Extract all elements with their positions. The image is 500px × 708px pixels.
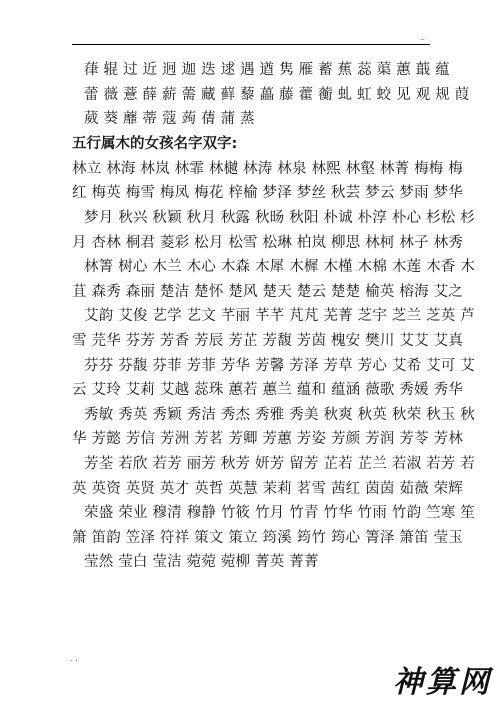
text-line: 秀敏 秀英 秀颖 秀洁 秀杰 秀雅 秀美 秋爽 秋英 秋荣 秋玉 秋 (84, 406, 475, 423)
text-line: 芬芬 芬馥 芬菲 芳菲 芳华 芳馨 芳泽 芳草 芳心 艾希 艾可 艾 (84, 357, 475, 374)
document-body (72, 58, 475, 575)
header-mark: .. (420, 33, 426, 42)
text-line: 林立 林海 林岚 林霏 林樾 林涛 林泉 林熙 林壑 林菁 梅梅 梅 (72, 160, 463, 177)
text-line: 雪 芫华 芬芳 芳香 芳辰 芳芷 芳馥 芳茵 槐安 樊川 艾艾 艾真 (72, 332, 463, 349)
text-line: 林箐 树心 木兰 木心 木森 木犀 木樨 木槿 木棉 木莲 木香 木 (84, 259, 475, 276)
section-heading: 五行属木的女孩名字双字: (72, 135, 238, 152)
text-line: 荣盛 荣业 穆清 穆静 竹筱 竹月 竹青 竹华 竹雨 竹韵 竺寒 笙 (84, 505, 475, 522)
site-logo: 神算网 (393, 665, 492, 700)
text-line: 箫 笛韵 笠泽 符祥 策文 策立 筠溪 筠竹 筠心 箐泽 箫笛 莹玉 (72, 529, 463, 546)
text-line: 莹然 莹白 莹洁 菀菀 菀柳 菁英 菁菁 (84, 554, 319, 571)
text-line: 云 艾玲 艾莉 艾越 蕊珠 蕙若 蕙兰 蕴和 蕴涵 薇歌 秀媛 秀华 (72, 382, 463, 399)
text-line: 苴 森秀 森丽 楚洁 楚怀 楚风 楚天 楚云 楚楚 榆英 榕海 艾之 (72, 283, 463, 300)
text-line: 华 芳懿 芳信 芳洲 芳茗 芳卿 芳蕙 芳姿 芳颜 芳润 芳苓 芳林 (72, 431, 463, 448)
text-line: 英 英资 英贤 英才 英哲 英慧 茉莉 茗雪 茜红 茵茵 茹薇 荣辉 (72, 480, 463, 497)
footer-mark: . . (70, 654, 78, 663)
text-line: 梦月 秋兴 秋颖 秋月 秋露 秋旸 秋阳 朴诚 朴淳 朴心 杉松 杉 (84, 209, 475, 226)
text-line: 红 梅英 梅雪 梅凤 梅花 梓榆 梦泽 梦丝 秋芸 梦云 梦雨 梦华 (72, 185, 463, 202)
text-line: 艾韵 艾俊 艺学 艺文 芊丽 芊芊 芃芃 芜菁 芝宇 芝兰 芝英 芦 (84, 308, 475, 325)
text-line: 蕾 薇 薏 薛 薪 薷 藏 藓 藜 藟 藤 藿 蘅 虬 虹 蛟 见 观 规 葭 (84, 86, 470, 103)
text-line: 月 杏林 桐君 菱彩 松月 松雪 松琳 柏岚 柳思 林柯 林子 林秀 (72, 234, 463, 251)
text-line: 葳 葵 蘼 蒂 蔻 蒟 蒨 蒲 蒸 (84, 111, 255, 128)
header-rule (72, 44, 430, 45)
text-line: 葎 辊 过 近 迥 迦 迭 逑 遇 遒 隽 雁 蓄 蕉 蕊 蕖 蕙 蕺 蕴 (84, 62, 450, 78)
text-line: 芳荃 若欣 若芳 丽芳 秋芳 妍芳 留芳 芷若 芷兰 若淑 若芳 若 (84, 455, 475, 472)
